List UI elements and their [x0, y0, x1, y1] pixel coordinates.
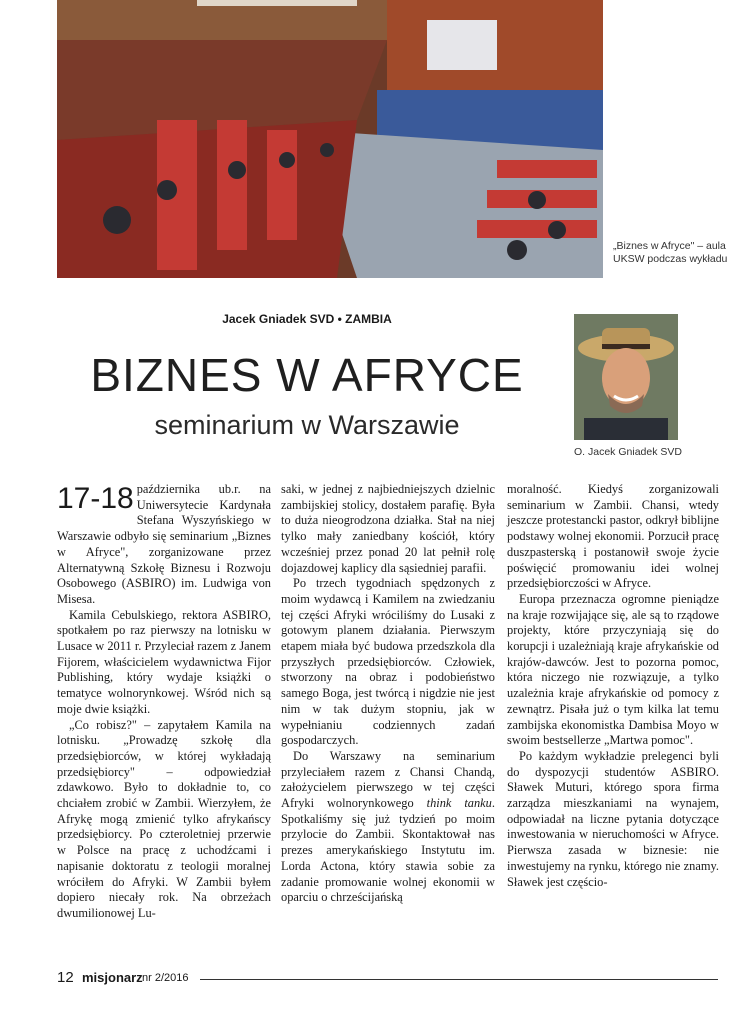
paragraph: 17-18 października ub.r. na Uniwersytecie Kardynała Stefana Wyszyńskiego w Warszawie odbyło się seminarium „Biznes w Afryce", zorganizowane przez Alternatywną Szkołę Biznesu i Rozwoju Osobowego (ASBIRO) im. Ludwiga von Misesa. [57, 482, 271, 606]
article-subtitle: seminarium w Warszawie [154, 410, 460, 440]
author-portrait [574, 314, 678, 440]
lecture-hall-photo [57, 0, 603, 278]
page-number: 12 [57, 969, 74, 986]
paragraph: Europa przeznacza ogromne pieniądze na kraje rozwijające się, ale są to rządowe projekty, które przyczyniają się do korupcji i uzależniają kraje afrykańskie od krajów-dawców. Jest to pozorna pomoc, która niczego nie rozwiązuje, a tylko uzależnia kraje afrykańskie od pomocy z zewnątrz. Pisała już o tym kilka lat temu zambijska ekonomistka Dambisa Moyo w swoim bestsellerze „Martwa pomoc". [507, 591, 719, 748]
article-column-2 [281, 482, 495, 906]
article-column-1 [57, 482, 271, 922]
photo-caption: „Biznes w Afryce" – aula UKSW podczas wykładu [613, 240, 728, 265]
article-byline: Jacek Gniadek SVD • ZAMBIA [222, 312, 392, 326]
dropcap-date: 17-18 [57, 482, 134, 515]
magazine-name: misjonarz [82, 970, 143, 985]
paragraph: „Co robisz?" – zapytałem Kamila na lotnisku. „Prowadzę szkołę dla przedsiębiorców, w której wykładają przedsiębiorcy" – odpowiedział zdawkowo. Było to dokładnie to, co chciałem zrobić w Zambii. Wierzyłem, że Afrykę mogą zmienić tylko afrykańscy przedsiębiorcy. Po czteroletniej przerwie w Polsce na pracę z uchodźcami i napisanie doktoratu z teologii moralnej wróciłem do Afryki. W Zambii byłem dopiero niecały rok. Na obrzeżach dwumilionowej Lu- [57, 717, 271, 920]
paragraph: Do Warszawy na seminarium przyleciałem razem z Chansi Chandą, założycielem pierwszego w tej części Afryki wolnorynkowego think tanku. Spotkaliśmy się już tydzień po moim przylocie do Zambii. Skontaktował nas prezes amerykańskiego Instytutu im. Lorda Actona, który stawia sobie za zadanie promowanie wolnej ekonomii w oparciu o chrześcijańską [281, 748, 495, 905]
article-title: BIZNES W AFRYCE [90, 349, 524, 401]
paragraph: saki, w jednej z najbiedniejszych dzielnic zambijskiej stolicy, dostałem parafię. Była to duża nieogrodzona działka. Stał na niej tylko mały zaniedbany kościół, który wcześniej przez ponad 20 lat pełnił rolę dojazdowej kaplicy dla sąsiedniej parafii. [281, 482, 495, 575]
footer-rule [200, 979, 718, 980]
italic-term: think tanku [426, 796, 492, 811]
paragraph: moralność. Kiedyś zorganizowali seminarium w Zambii. Chansi, wtedy jeszcze protestancki pastor, odkrył biblijne podstawy wolnej ekonomii. Porzucił pracę duszpasterską i postanowił swoje życie poświęcić promowaniu idei wolnej przedsiębiorczości w Afryce. [507, 482, 719, 591]
article-column-3 [507, 482, 719, 890]
issue-number: nr 2/2016 [142, 972, 189, 984]
paragraph: Po każdym wykładzie prelegenci byli do dyspozycji studentów ASBIRO. Sławek Muturi, którego spora firma zarządza mieszkaniami na wynajem, odpowiadał na liczne pytania dotyczące inwestowania w nieruchomości w Afryce. Pierwsza zasada w biznesie: nie inwestujemy na rynku, którego nie znamy. Sławek jest częścio- [507, 748, 719, 889]
paragraph: Po trzech tygodniach spędzonych z moim wydawcą i Kamilem na zwiedzaniu tej części Afryki wróciliśmy do Lusaki z gotowym planem działania. Pierwszym etapem miała być budowa przedszkola dla przyszłych przedsiębiorców. Człowiek, stworzony na obraz i podobieństwo samego Boga, jest twórcą i nigdzie nie jest nim w tak dużym stopniu, jak w wypełnianiu codziennych zadań gospodarczych. [281, 576, 495, 748]
paragraph: Kamila Cebulskiego, rektora ASBIRO, spotkałem po raz pierwszy na lotnisku w Lusace w 2011 r. Przyleciał razem z Janem Fijorem, właścicielem wydawnictwa Fijor Publishing, który wydaje książki o tematyce wolnorynkowej. Wśród nich są moje dwie książki. [57, 607, 271, 716]
portrait-caption: O. Jacek Gniadek SVD [574, 446, 682, 458]
